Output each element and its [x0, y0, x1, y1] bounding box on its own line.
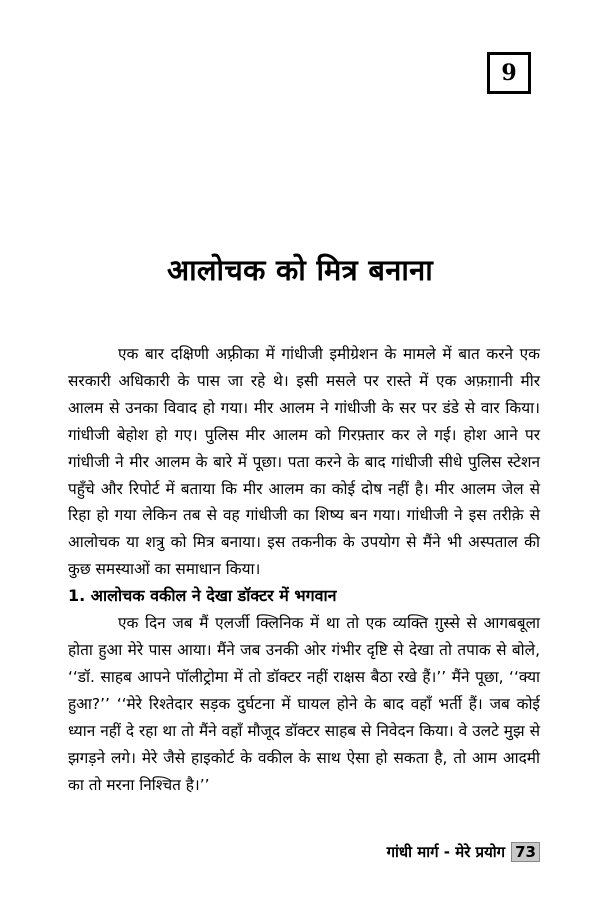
page-footer	[0, 842, 540, 862]
body-text	[68, 341, 540, 798]
chapter-number-box	[487, 52, 531, 94]
footer-book-title: गांधी मार्ग - मेरे प्रयोग	[386, 843, 506, 861]
paragraph-2: एक दिन जब मैं एलर्जी क्लिनिक में था तो एक व्यक्ति ग़ुस्से से आगबबूला होता हुआ मेरे पास आया। मैंने जब उनकी ओर गंभीर दृष्टि से देखा तो तपाक से बोले, ‘‘डॉ. साहब आपने पॉलीट्रोमा में तो डॉक्टर नहीं राक्षस बैठा रखे हैं।’’ मैंने पूछा, ‘‘क्या हुआ?’’ ‘‘मेरे रिश्तेदार सड़क दुर्घटना में घायल होने के बाद वहाँ भर्ती हैं। जब कोई ध्यान नहीं दे रहा था तो मैंने वहाँ मौजूद डॉक्टर साहब से निवेदन किया। वे उलटे मुझ से झगड़ने लगे। मेरे जैसे हाइकोर्ट के वकील के साथ ऐसा हो सकता है, तो आम आदमी का तो मरना निश्चित है।’’	[68, 614, 540, 794]
section-heading: 1. आलोचक वकील ने देखा डॉक्टर में भगवान	[68, 586, 337, 606]
page-number: 73	[511, 842, 540, 862]
paragraph-1: एक बार दक्षिणी अफ़्रीका में गांधीजी इमीग्रेशन के मामले में बात करने एक सरकारी अधिकारी के पास जा रहे थे। इसी मसले पर रास्ते में एक अफ़ग़ानी मीर आलम से उनका विवाद हो गया। मीर आलम ने गांधीजी के सर पर डंडे से वार किया। गांधीजी बेहोश हो गए। पुलिस मीर आलम को गिरफ़्तार कर ले गई। होश आने पर गांधीजी ने मीर आलम के बारे में पूछा। पता करने के बाद गांधीजी सीधे पुलिस स्टेशन पहुँचे और रिपोर्ट में बताया कि मीर आलम का कोई दोष नहीं है। मीर आलम जेल से रिहा हो गया लेकिन तब से वह गांधीजी का शिष्य बन गया। गांधीजी ने इस तरीक़े से आलोचक या शत्रु को मित्र बनाया। इस तकनीक के उपयोग से मैंने भी अस्पताल की कुछ समस्याओं का समाधान किया।	[68, 345, 540, 579]
chapter-title: आलोचक को मित्र बनाना	[166, 253, 434, 287]
chapter-number: 9	[501, 60, 517, 86]
